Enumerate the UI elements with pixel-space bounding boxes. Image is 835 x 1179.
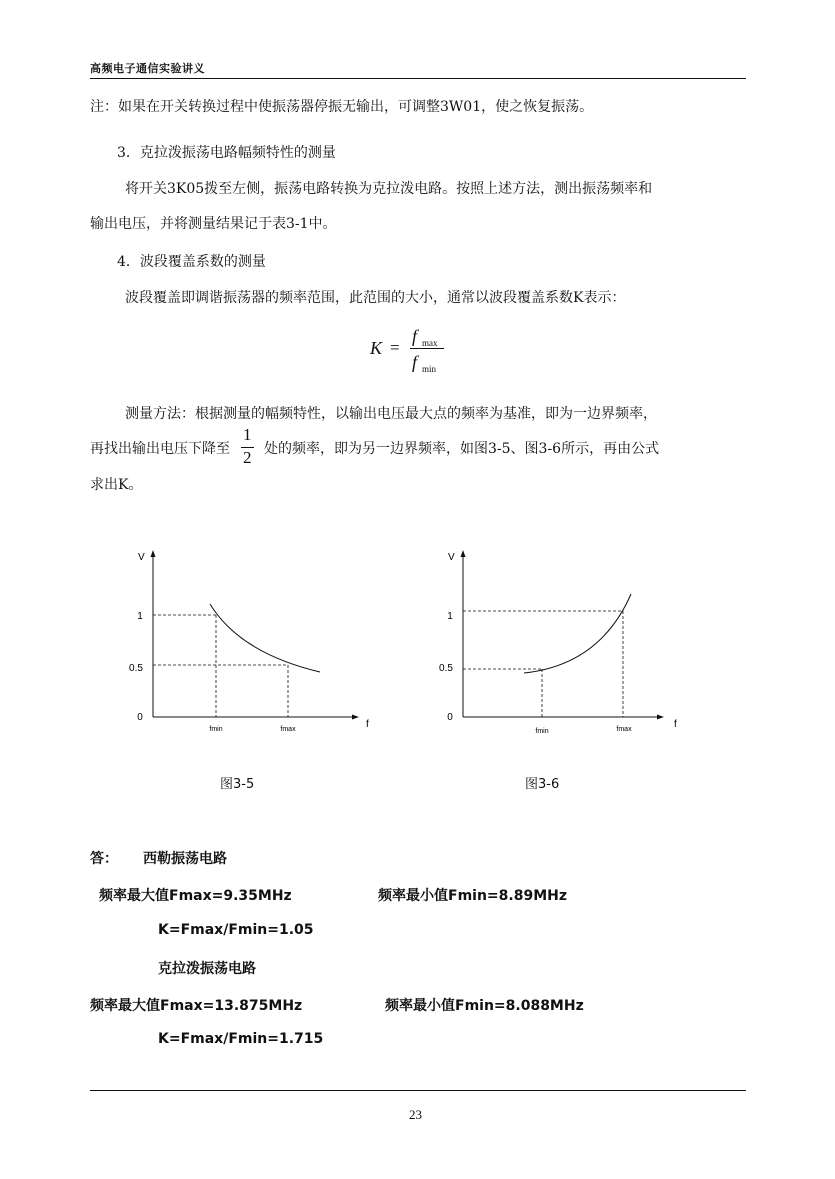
clapp-k: K=Fmax/Fmin=1.715 bbox=[158, 1031, 324, 1047]
section-3-title: 3．克拉泼振荡电路幅频特性的测量 bbox=[117, 145, 336, 161]
method-paragraph-line-1: 测量方法：根据测量的幅频特性，以输出电压最大点的频率为基准，即为一边界频率， bbox=[125, 406, 657, 422]
clapp-title: 克拉泼振荡电路 bbox=[158, 961, 256, 977]
one-half-fraction bbox=[240, 425, 256, 471]
seiler-fmax: 频率最大值Fmax=9.35MHz bbox=[99, 888, 292, 904]
figure-3-5-caption: 图3-5 bbox=[220, 777, 255, 792]
seiler-title: 西勒振荡电路 bbox=[143, 851, 227, 867]
page-number: 23 bbox=[409, 1107, 422, 1122]
fig35-x-arrow bbox=[352, 715, 359, 720]
coverage-formula bbox=[360, 322, 480, 378]
figure-3-5 bbox=[120, 545, 380, 740]
fig36-x-arrow bbox=[657, 715, 664, 720]
clapp-fmin: 频率最小值Fmin=8.088MHz bbox=[385, 998, 584, 1014]
fig35-y-arrow bbox=[151, 550, 156, 557]
fig36-y-label: V bbox=[448, 552, 455, 563]
half-numerator: 1 bbox=[243, 425, 252, 444]
formula-equals: = bbox=[390, 338, 400, 357]
fig36-y-tick-0-5: 0.5 bbox=[439, 663, 453, 674]
formula-k: K bbox=[370, 338, 383, 358]
note-paragraph: 注：如果在开关转换过程中使振荡器停振无输出，可调整3W01，使之恢复振荡。 bbox=[90, 99, 594, 115]
formula-numerator-f: f bbox=[412, 326, 418, 346]
method-paragraph-line-3: 求出K。 bbox=[90, 477, 143, 493]
section-4-paragraph: 波段覆盖即调谐振荡器的频率范围，此范围的大小，通常以波段覆盖系数K表示： bbox=[125, 290, 626, 306]
fig36-y-tick-0: 0 bbox=[447, 712, 453, 723]
fig35-y-tick-1: 1 bbox=[137, 611, 143, 622]
clapp-fmax: 频率最大值Fmax=13.875MHz bbox=[90, 998, 303, 1014]
half-denominator: 2 bbox=[243, 448, 252, 467]
figure-3-6 bbox=[430, 545, 690, 740]
fig35-x-label: f bbox=[366, 719, 369, 730]
method-paragraph-line-2a: 再找出输出电压下降至 bbox=[90, 441, 230, 457]
formula-fraction-bar bbox=[410, 348, 444, 349]
fig35-y-tick-0: 0 bbox=[137, 712, 143, 723]
fig35-x-tick-fmin: fmin bbox=[209, 726, 223, 733]
fig35-response-curve bbox=[210, 604, 320, 672]
fig36-y-tick-1: 1 bbox=[447, 611, 453, 622]
running-header: 高频电子通信实验讲义 bbox=[90, 62, 205, 75]
section-3-paragraph-line-2: 输出电压，并将测量结果记于表3-1中。 bbox=[90, 216, 337, 232]
formula-denominator-f: f bbox=[412, 352, 418, 372]
fig35-y-tick-0-5: 0.5 bbox=[129, 663, 143, 674]
seiler-k: K=Fmax/Fmin=1.05 bbox=[158, 922, 314, 938]
fig36-x-tick-fmin: fmin bbox=[535, 728, 549, 735]
header-rule bbox=[90, 78, 746, 79]
fig35-y-label: V bbox=[138, 552, 145, 563]
seiler-fmin: 频率最小值Fmin=8.89MHz bbox=[378, 888, 567, 904]
fig36-y-arrow bbox=[461, 550, 466, 557]
fig36-response-curve bbox=[524, 594, 631, 673]
fig36-x-label: f bbox=[674, 719, 677, 730]
section-3-paragraph-line-1: 将开关3K05拨至左侧，振荡电路转换为克拉泼电路。按照上述方法，测出振荡频率和 bbox=[125, 181, 653, 197]
method-paragraph-line-2b: 处的频率，即为另一边界频率，如图3-5、图3-6所示，再由公式 bbox=[264, 441, 660, 457]
fig35-x-tick-fmax: fmax bbox=[280, 726, 296, 733]
formula-numerator-sub: max bbox=[422, 338, 438, 348]
figure-3-6-caption: 图3-6 bbox=[525, 777, 560, 792]
formula-denominator-sub: min bbox=[422, 364, 437, 374]
footer-rule bbox=[90, 1090, 746, 1091]
section-4-title: 4．波段覆盖系数的测量 bbox=[117, 254, 266, 270]
answer-label: 答： bbox=[90, 851, 118, 867]
fig36-x-tick-fmax: fmax bbox=[616, 726, 632, 733]
